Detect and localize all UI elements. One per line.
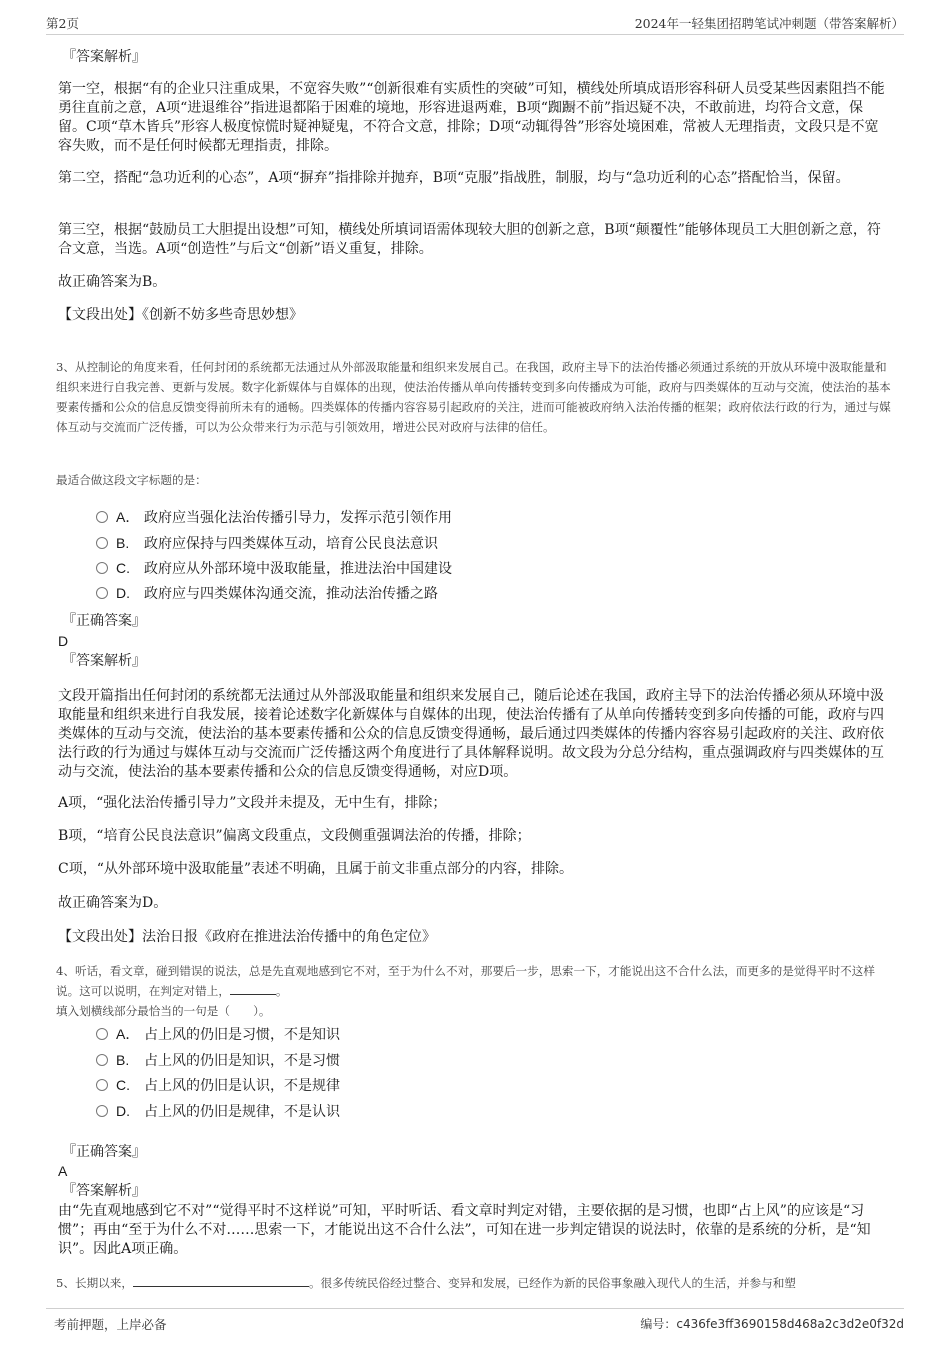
analysis-paragraph: A项，“强化法治传播引导力”文段并未提及，无中生有，排除； [58,795,447,811]
option-b[interactable] [96,1050,340,1070]
document-title: 2024年一轻集团招聘笔试冲刺题（带答案解析） [634,16,904,31]
document-id: 编号：c436fe3ff3690158d468a2c3d2e0f32d [640,1317,904,1331]
page-header [46,12,904,35]
page-footer [46,1308,904,1335]
option-key: B. [116,535,130,551]
option-a[interactable] [96,507,452,527]
answer-analysis-label: 『答案解析』 [62,49,146,65]
option-b[interactable] [96,533,438,553]
option-text: 政府应从外部环境中汲取能量，推进法治中国建设 [144,561,452,577]
radio-icon[interactable] [96,1105,108,1117]
option-d[interactable] [96,583,438,603]
question-prompt: 填入划横线部分最恰当的一句是（ ）。 [56,1004,271,1018]
answer-analysis-label: 『答案解析』 [62,1183,146,1199]
option-c[interactable] [96,558,452,578]
option-text: 占上风的仍旧是规律，不是认识 [144,1104,340,1120]
option-key: D. [116,585,130,601]
answer-statement: 故正确答案为B。 [58,274,167,290]
radio-icon[interactable] [96,1054,108,1066]
footer-slogan: 考前押题，上岸必备 [54,1317,167,1332]
option-text: 政府应当强化法治传播引导力，发挥示范引领作用 [144,510,452,526]
radio-icon[interactable] [96,1079,108,1091]
answer-statement: 故正确答案为D。 [58,895,168,911]
page-number: 第2页 [46,16,79,31]
option-text: 政府应保持与四类媒体互动，培育公民良法意识 [144,536,438,552]
analysis-paragraph: 由“先直观地感到它不对”“觉得平时不这样说”可知，平时听话、看文章时判定对错，主要依据的是习惯，也即“占上风”的应该是“习惯”；再由“至于为什么不对……思索一下，才能说出这不合什么法”，可知在进一步判定错误的说法时，依靠的是系统的分析，是“知识”。因此A项正确。 [58,1203,871,1257]
radio-icon[interactable] [96,587,108,599]
option-text: 政府应与四类媒体沟通交流，推动法治传播之路 [144,586,438,602]
stem-text: 。很多传统民俗经过整合、变异和发展，已经作为新的民俗事象融入现代人的生活，并参与和塑 [308,1276,796,1290]
option-key: A． [116,1026,140,1042]
correct-answer-label: 『正确答案』 [62,613,146,629]
option-text: 占上风的仍旧是知识，不是习惯 [144,1053,340,1069]
stem-text: 。 [275,984,288,998]
radio-icon[interactable] [96,562,108,574]
radio-icon[interactable] [96,511,108,523]
analysis-paragraph: 第三空，根据“鼓励员工大胆提出设想”可知，横线处所填词语需体现较大胆的创新之意，B项“颠覆性”能够体现员工大胆创新之意，符合文意，当选。A项“创造性”与后文“创新”语义重复，排除。 [58,222,881,257]
option-text: 占上风的仍旧是认识，不是规律 [144,1078,340,1094]
source-citation: 【文段出处】法治日报《政府在推进法治传播中的角色定位》 [58,929,436,945]
analysis-paragraph: 第二空，搭配“急功近利的心态”，A项“摒弃”指排除并抛弃，B项“克服”指战胜，制服，均与“急功近利的心态”搭配恰当，保留。 [58,170,850,186]
option-key: D. [116,1103,130,1119]
option-key: B. [116,1052,130,1068]
correct-answer: D [58,633,69,649]
option-c[interactable] [96,1075,340,1095]
question-stem [56,961,894,1001]
radio-icon[interactable] [96,537,108,549]
option-key: C. [116,560,130,576]
option-text: 占上风的仍旧是习惯，不是知识 [144,1027,340,1043]
stem-text: 5、长期以来， [56,1276,133,1290]
analysis-paragraph: B项，“培育公民良法意识”偏离文段重点，文段侧重强调法治的传播，排除； [58,828,531,844]
analysis-paragraph: 第一空，根据“有的企业只注重成果，不宽容失败”“创新很难有实质性的突破”可知，横线处所填成语形容科研人员受某些因素阻挡不能勇往直前之意，A项“进退维谷”指进退都陷于困难的境地，形容进退两难，B项“踟蹰不前”指迟疑不决，不敢前进，均符合文意，保留。C项“草木皆兵”形容人极度惊慌时疑神疑鬼，不符合文意，排除；D项“动辄得咎”形容处境困难，常被人无理指责，文段只是不宽容失败，而不是任何时候都无理指责，排除。 [58,81,885,154]
option-key: A． [116,509,140,525]
question-stem [56,1273,894,1293]
answer-analysis-label: 『答案解析』 [62,653,146,669]
radio-icon[interactable] [96,1028,108,1040]
fill-blank [230,982,276,995]
option-d[interactable] [96,1101,340,1121]
question-stem: 3、从控制论的角度来看，任何封闭的系统都无法通过从外部汲取能量和组织来发展自己。在我国，政府主导下的法治传播必须通过系统的开放从环境中汲取能量和组织来进行自我完善、更新与发展。数字化新媒体与自媒体的出现，使法治传播从单向传播转变到多向传播成为可能，政府与四类媒体的互动与交流，使法治的基本要素传播和公众的信息反馈变得前所未有的通畅。四类媒体的传播内容容易引起政府的关注，进而可能被政府纳入法治传播的框架；政府依法行政的行为，通过与媒体互动与交流而广泛传播，可以为公众带来行为示范与引领效用，增进公民对政府与法律的信任。 [56,360,891,434]
analysis-paragraph: 文段开篇指出任何封闭的系统都无法通过从外部汲取能量和组织来发展自己，随后论述在我国，政府主导下的法治传播必须从环境中汲取能量和组织来进行自我发展，接着论述数字化新媒体与自媒体的出现，使法治传播有了从单向传播转变到多向传播的可能，政府与四类媒体的互动与交流，使法治的基本要素传播和公众的信息反馈变得通畅，最后通过四类媒体的传播内容容易引起政府的关注、政府依法行政的行为通过与媒体互动与交流而广泛传播这两个角度进行了具体解释说明。故文段为分总分结构，重点强调政府与四类媒体的互动与交流，使法治的基本要素传播和公众的信息反馈变得通畅，对应D项。 [58,688,884,780]
fill-blank [133,1274,309,1287]
option-a[interactable] [96,1024,340,1044]
analysis-paragraph: C项，“从外部环境中汲取能量”表述不明确，且属于前文非重点部分的内容，排除。 [58,861,574,877]
stem-text: 4、听话，看文章，碰到错误的说法，总是先直观地感到它不对，至于为什么不对，那要后一步，思索一下，才能说出这不合什么法，而更多的是觉得平时不这样说。这可以说明，在判定对错上， [56,964,875,998]
correct-answer-label: 『正确答案』 [62,1144,146,1160]
question-prompt: 最适合做这段文字标题的是： [56,473,207,487]
option-key: C. [116,1077,130,1093]
source-citation: 【文段出处】《创新不妨多些奇思妙想》 [58,307,303,323]
correct-answer: A [58,1163,68,1179]
